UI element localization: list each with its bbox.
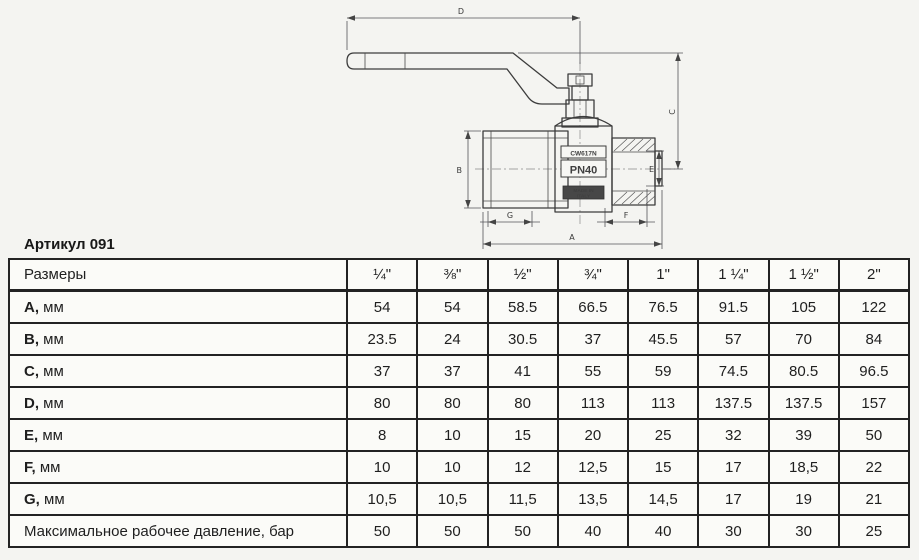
value-cell: 70 <box>769 323 839 355</box>
value-cell: 59 <box>628 355 698 387</box>
body-marking-pn: PN40 <box>569 164 598 177</box>
value-cell: 54 <box>417 291 487 324</box>
value-cell: 24 <box>417 323 487 355</box>
value-cell: 50 <box>347 515 417 547</box>
table-row <box>9 323 909 355</box>
row-label <box>9 483 347 515</box>
valve-nut <box>612 138 662 205</box>
value-cell: 45.5 <box>628 323 698 355</box>
value-cell: 22 <box>839 451 909 483</box>
value-cell: 66.5 <box>558 291 628 324</box>
value-cell: 37 <box>347 355 417 387</box>
value-cell: 25 <box>839 515 909 547</box>
value-cell: 137.5 <box>769 387 839 419</box>
valve-technical-drawing <box>250 0 710 255</box>
value-cell: 30 <box>698 515 768 547</box>
table-row <box>9 451 909 483</box>
value-cell: 10,5 <box>347 483 417 515</box>
row-letter: G, <box>24 490 40 508</box>
value-cell: 20 <box>558 419 628 451</box>
value-cell: 23.5 <box>347 323 417 355</box>
row-letter: C, <box>24 362 39 380</box>
size-header-cell: ⅜" <box>417 259 487 291</box>
dim-label-d: D <box>457 7 465 16</box>
value-cell: 113 <box>628 387 698 419</box>
value-cell: 96.5 <box>839 355 909 387</box>
size-header-cell: ¾" <box>558 259 628 291</box>
dim-label-e: E <box>648 165 654 174</box>
row-unit: мм <box>38 426 63 444</box>
dimensions-table <box>8 258 910 548</box>
value-cell: 25 <box>628 419 698 451</box>
table-row <box>9 291 909 324</box>
value-cell: 37 <box>558 323 628 355</box>
size-header-cell: ¼" <box>347 259 417 291</box>
dim-label-a: A <box>569 233 575 242</box>
table-row <box>9 355 909 387</box>
value-cell: 10,5 <box>417 483 487 515</box>
row-label <box>9 451 347 483</box>
value-cell: 40 <box>558 515 628 547</box>
row-label <box>9 323 347 355</box>
value-cell: 12 <box>488 451 558 483</box>
value-cell: 80 <box>347 387 417 419</box>
value-cell: 80 <box>417 387 487 419</box>
value-cell: 50 <box>839 419 909 451</box>
dim-label-g: G <box>506 211 514 220</box>
value-cell: 50 <box>488 515 558 547</box>
value-cell: 157 <box>839 387 909 419</box>
row-label <box>9 355 347 387</box>
value-cell: 40 <box>628 515 698 547</box>
body-marking-origin-2: ITALY <box>576 194 591 200</box>
body-marking-origin-1: MADE IN <box>573 189 594 194</box>
table-row <box>9 515 909 547</box>
value-cell: 21 <box>839 483 909 515</box>
value-cell: 57 <box>698 323 768 355</box>
row-unit: мм <box>39 362 64 380</box>
body-marking-alloy: CW617N <box>570 150 597 158</box>
value-cell: 15 <box>488 419 558 451</box>
value-cell: 30.5 <box>488 323 558 355</box>
size-header-cell: 2" <box>839 259 909 291</box>
value-cell: 11,5 <box>488 483 558 515</box>
value-cell: 84 <box>839 323 909 355</box>
value-cell: 113 <box>558 387 628 419</box>
value-cell: 137.5 <box>698 387 768 419</box>
value-cell: 80.5 <box>769 355 839 387</box>
value-cell: 55 <box>558 355 628 387</box>
value-cell: 32 <box>698 419 768 451</box>
size-header-cell: ½" <box>488 259 558 291</box>
value-cell: 91.5 <box>698 291 768 324</box>
value-cell: 74.5 <box>698 355 768 387</box>
value-cell: 18,5 <box>769 451 839 483</box>
value-cell: 17 <box>698 483 768 515</box>
value-cell: 39 <box>769 419 839 451</box>
value-cell: 12,5 <box>558 451 628 483</box>
table-row <box>9 419 909 451</box>
value-cell: 30 <box>769 515 839 547</box>
row-unit: мм <box>39 298 64 316</box>
row-unit: мм <box>39 330 64 348</box>
value-cell: 10 <box>347 451 417 483</box>
row-letter: A, <box>24 298 39 316</box>
row-letter: D, <box>24 394 39 412</box>
dim-label-b: B <box>456 166 462 175</box>
row-unit: мм <box>39 394 64 412</box>
value-cell: 13,5 <box>558 483 628 515</box>
value-cell: 37 <box>417 355 487 387</box>
row-label <box>9 387 347 419</box>
valve-handle <box>347 53 569 104</box>
row-unit: мм <box>39 490 65 508</box>
value-cell: 41 <box>488 355 558 387</box>
size-header-cell: 1 ¼" <box>698 259 768 291</box>
size-header-cell: 1" <box>628 259 698 291</box>
table-row <box>9 483 909 515</box>
row-letter: F, <box>24 458 36 476</box>
value-cell: 76.5 <box>628 291 698 324</box>
value-cell: 14,5 <box>628 483 698 515</box>
row-letter: E, <box>24 426 39 444</box>
value-cell: 122 <box>839 291 909 324</box>
row-label <box>9 291 347 324</box>
table-row <box>9 387 909 419</box>
size-header-row <box>9 259 909 291</box>
row-unit: мм <box>35 458 61 476</box>
value-cell: 50 <box>417 515 487 547</box>
size-header-cell: 1 ½" <box>769 259 839 291</box>
row-letter: B, <box>24 330 39 348</box>
article-title: Артикул 091 <box>24 236 115 253</box>
row-label <box>9 419 347 451</box>
value-cell: 80 <box>488 387 558 419</box>
value-cell: 17 <box>698 451 768 483</box>
value-cell: 10 <box>417 419 487 451</box>
row-label: Максимальное рабочее давление, бар <box>9 515 347 547</box>
sizes-column-label: Размеры <box>9 259 347 291</box>
value-cell: 105 <box>769 291 839 324</box>
dim-label-c: C <box>668 109 677 115</box>
value-cell: 54 <box>347 291 417 324</box>
value-cell: 10 <box>417 451 487 483</box>
value-cell: 58.5 <box>488 291 558 324</box>
value-cell: 19 <box>769 483 839 515</box>
value-cell: 8 <box>347 419 417 451</box>
value-cell: 15 <box>628 451 698 483</box>
dim-label-f: F <box>623 211 629 220</box>
